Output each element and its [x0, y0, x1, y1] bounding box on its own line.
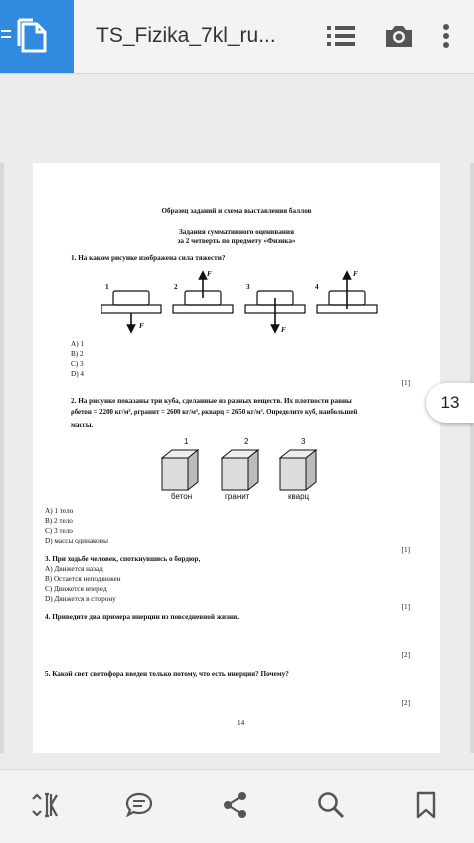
search-icon[interactable] — [316, 790, 346, 820]
q1-fig-label-1: 1 — [105, 283, 109, 291]
q2-option-d: D) массы одинаковы — [45, 537, 108, 545]
q1-force-label-2: F — [207, 270, 212, 278]
q1-option-b: B) 2 — [71, 350, 84, 358]
q1-option-a: A) 1 — [71, 340, 84, 348]
page-indicator-badge[interactable]: 13 — [426, 383, 474, 423]
q2-cubes-figure — [158, 448, 338, 498]
q1-fig-label-3: 3 — [246, 283, 250, 291]
q1-text: 1. На каком рисунке изображена сила тяжести? — [71, 254, 226, 262]
q2-text-line-3: массы. — [71, 421, 94, 429]
menu-icon[interactable] — [1, 30, 11, 44]
q4-text: 4. Приведите два примера инерции из повседневной жизни. — [45, 613, 240, 621]
q5-score: [2] — [401, 699, 410, 707]
bookmark-icon[interactable] — [411, 790, 441, 820]
q2-text-line-2: ρбетон = 2200 кг/м³, ρгранит = 2600 кг/м³, ρкварц = 2650 кг/м³. Определите куб, наибольшей — [71, 409, 358, 416]
page-number: 14 — [237, 719, 245, 727]
camera-icon[interactable] — [383, 20, 415, 52]
document-icon — [16, 18, 52, 56]
document-page — [33, 163, 440, 753]
q2-option-b: B) 2 тело — [45, 517, 73, 525]
q2-score: [1] — [401, 546, 410, 554]
bottom-toolbar — [0, 769, 474, 843]
document-title: TS_Fizika_7kl_ru... — [96, 24, 276, 47]
q2-text-line-1: 2. На рисунке показаны три куба, сделанные из разных веществ. Их плотности равны — [71, 397, 352, 405]
app-logo-button[interactable] — [0, 0, 74, 73]
q3-option-c: C) Движется вперед — [45, 585, 107, 593]
q2-option-c: C) 3 тело — [45, 527, 73, 535]
doc-subheading-2: за 2 четверть по предмету «Физика» — [177, 237, 296, 245]
q1-fig-label-2: 2 — [174, 283, 178, 291]
q1-force-label-3: F — [281, 326, 286, 334]
doc-subheading-1: Задания суммативного оценивания — [179, 228, 294, 236]
q5-text: 5. Какой свет светофора введен только потому, что есть инерция? Почему? — [45, 670, 289, 678]
q1-force-label-1: F — [139, 322, 144, 330]
q1-option-d: D) 4 — [71, 370, 84, 378]
next-page-edge — [470, 163, 474, 753]
q3-text: 3. При ходьбе человек, споткнувшись о бордюр, — [45, 555, 201, 563]
cube-number-3: 3 — [301, 437, 306, 446]
app-toolbar — [0, 0, 474, 74]
more-vertical-icon[interactable] — [432, 20, 460, 52]
q2-option-a: A) 1 тело — [45, 507, 74, 515]
doc-heading: Образец заданий и схема выставления баллов — [161, 207, 312, 215]
cube-number-1: 1 — [184, 437, 189, 446]
q1-option-c: C) 3 — [71, 360, 84, 368]
comment-icon[interactable] — [124, 790, 154, 820]
previous-page-edge — [0, 163, 4, 753]
list-icon[interactable] — [325, 20, 357, 52]
q1-fig-label-4: 4 — [315, 283, 319, 291]
q1-force-label-4: F — [353, 270, 358, 278]
q4-score: [2] — [401, 651, 410, 659]
cube-number-2: 2 — [244, 437, 249, 446]
text-select-icon[interactable] — [30, 790, 60, 820]
q3-option-a: A) Движется назад — [45, 565, 103, 573]
share-icon[interactable] — [220, 790, 250, 820]
q1-score: [1] — [401, 379, 410, 387]
q3-option-b: B) Остается неподвижен — [45, 575, 121, 583]
cube-label-kvarts: кварц — [288, 492, 310, 501]
q3-option-d: D) Движется в сторону — [45, 595, 116, 603]
q3-score: [1] — [401, 603, 410, 611]
cube-label-beton: бетон — [171, 492, 193, 501]
cube-label-granit: гранит — [225, 492, 250, 501]
q1-figure — [101, 267, 391, 337]
